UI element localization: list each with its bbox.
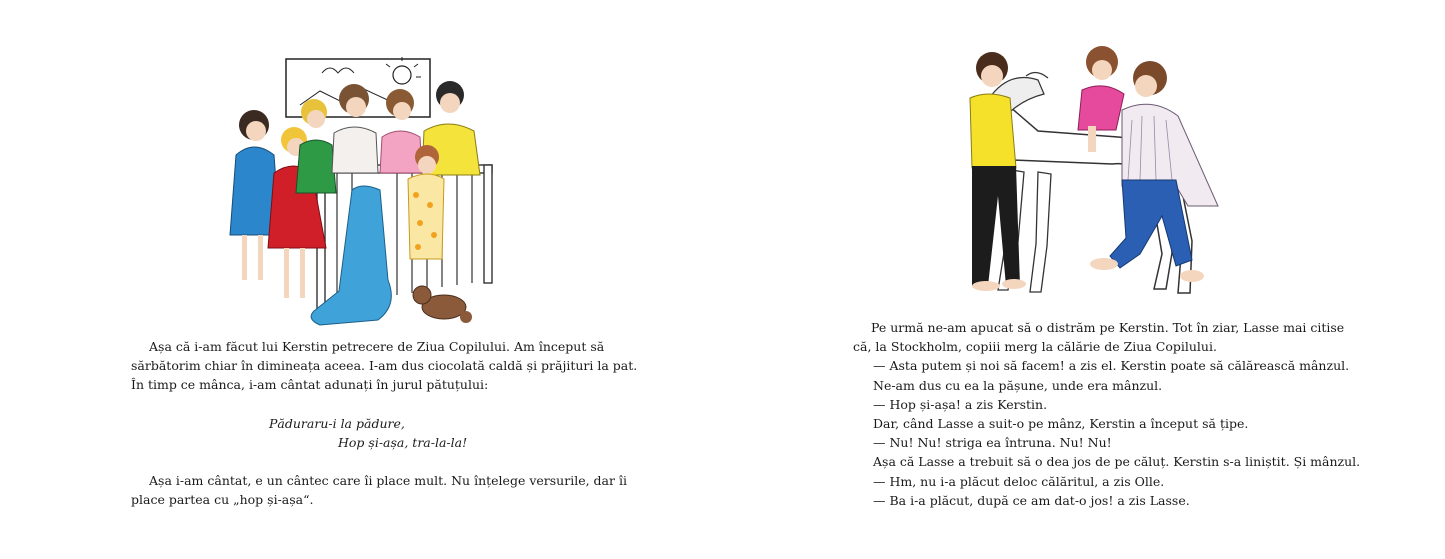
left-page-text <box>131 337 638 509</box>
paragraph-line: Așa i-am cântat, e un cântec care îi place mult. Nu înțelege versurile, dar îi <box>149 473 627 489</box>
dialog-line: — Asta putem și noi să facem! a zis el. Kerstin poate să călărească mânzul. <box>873 358 1350 374</box>
dialog-line: Ne-am dus cu ea la pășune, unde era mânzul. <box>873 377 1163 393</box>
paragraph-line: În timp ce mânca, i-am cântat adunați în jurul pătuțului: <box>131 377 489 393</box>
paragraph-line: că, la Stockholm, copiii merg la călărie de Ziua Copilului. <box>853 339 1217 355</box>
dialog-line: Dar, când Lasse a suit-o pe mânz, Kerstin a început să țipe. <box>873 416 1249 432</box>
paragraph-line: sărbătorim chiar în dimineața aceea. I-am dus ciocolată caldă și prăjituri la pat. <box>131 358 638 374</box>
children-around-crib-illustration <box>222 55 502 330</box>
children-with-foal-illustration <box>942 40 1227 298</box>
paragraph-line: Așa că i-am făcut lui Kerstin petrecere de Ziua Copilului. Am început să <box>149 339 605 354</box>
right-page-text <box>853 318 1361 510</box>
paragraph-line: place partea cu „hop și-așa“. <box>131 492 314 508</box>
dialog-line: — Ba i-a plăcut, după ce am dat-o jos! a zis Lasse. <box>873 492 1190 508</box>
dialog-line: Așa că Lasse a trebuit să o dea jos de pe căluț. Kerstin s-a liniștit. Și mânzul. <box>873 454 1361 470</box>
poem-line: Păduraru-i la pădure, <box>269 415 405 431</box>
dialog-line: — Hm, nu i-a plăcut deloc călăritul, a zis Olle. <box>873 473 1165 489</box>
left-page <box>0 0 722 559</box>
dialog-line: — Hop și-așa! a zis Kerstin. <box>873 396 1048 412</box>
paragraph-line: Pe urmă ne-am apucat să o distrăm pe Kerstin. Tot în ziar, Lasse mai citise <box>871 320 1345 335</box>
dialog-line: — Nu! Nu! striga ea întruna. Nu! Nu! <box>873 435 1112 451</box>
right-page <box>722 0 1445 559</box>
poem-line: Hop și-așa, tra-la-la! <box>338 434 468 450</box>
